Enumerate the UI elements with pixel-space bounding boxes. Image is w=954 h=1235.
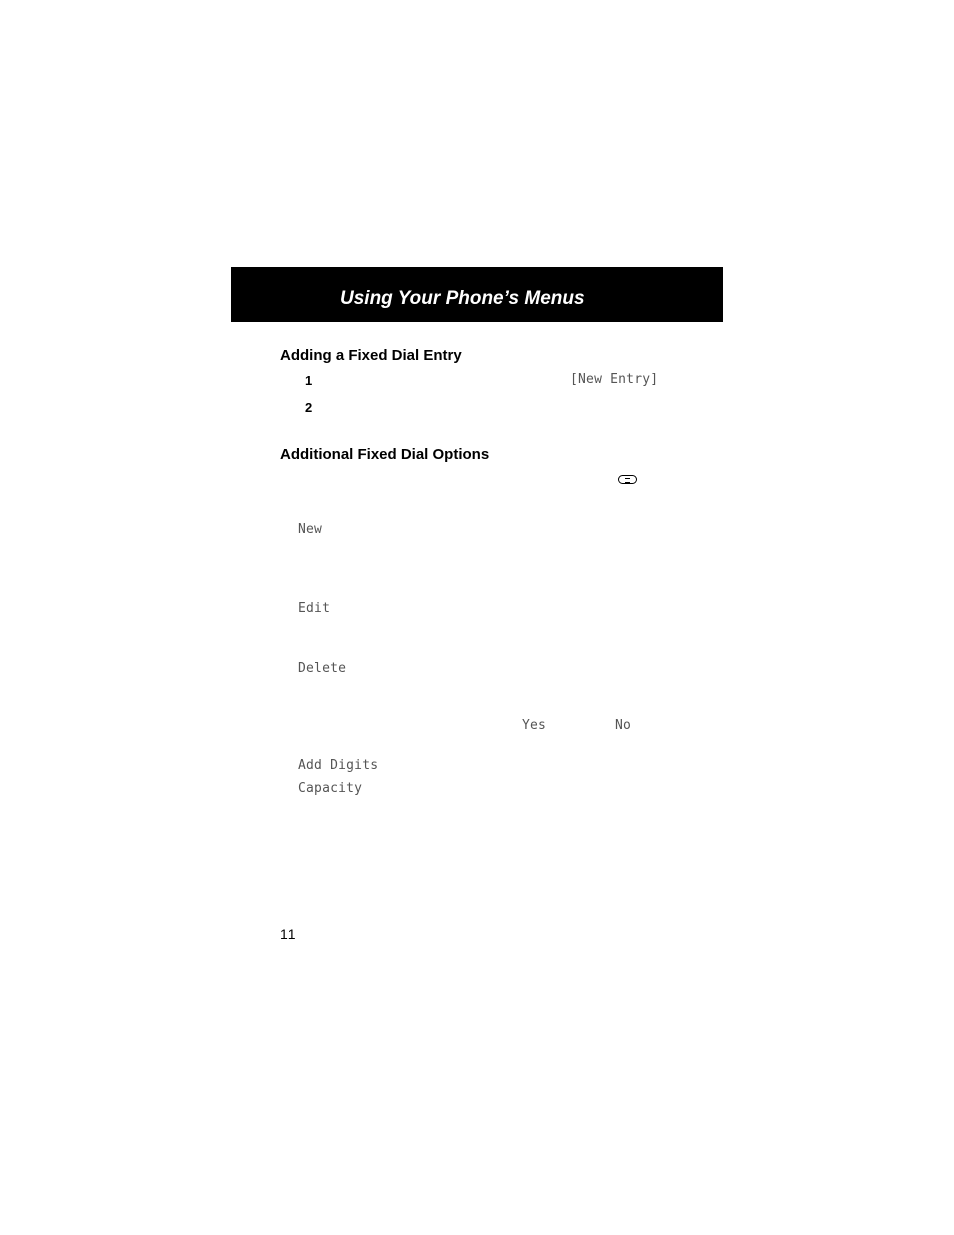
header-bar bbox=[231, 267, 723, 322]
confirm-no-text: No bbox=[615, 718, 632, 733]
option-delete: Delete bbox=[298, 661, 347, 676]
additional-options-heading: Additional Fixed Dial Options bbox=[280, 446, 490, 463]
menu-key-icon bbox=[618, 475, 637, 484]
adding-fixed-dial-heading: Adding a Fixed Dial Entry bbox=[280, 347, 462, 364]
option-new: New bbox=[298, 522, 323, 537]
step-2-number: 2 bbox=[305, 400, 313, 415]
confirm-yes-text: Yes bbox=[522, 718, 547, 733]
page-number: 11 bbox=[280, 926, 297, 942]
option-capacity: Capacity bbox=[298, 781, 363, 796]
new-entry-display-text: [New Entry] bbox=[570, 372, 659, 387]
option-add-digits: Add Digits bbox=[298, 758, 379, 773]
option-edit: Edit bbox=[298, 601, 331, 616]
page-title: Using Your Phone’s Menus bbox=[340, 288, 585, 309]
step-1-number: 1 bbox=[305, 373, 313, 388]
